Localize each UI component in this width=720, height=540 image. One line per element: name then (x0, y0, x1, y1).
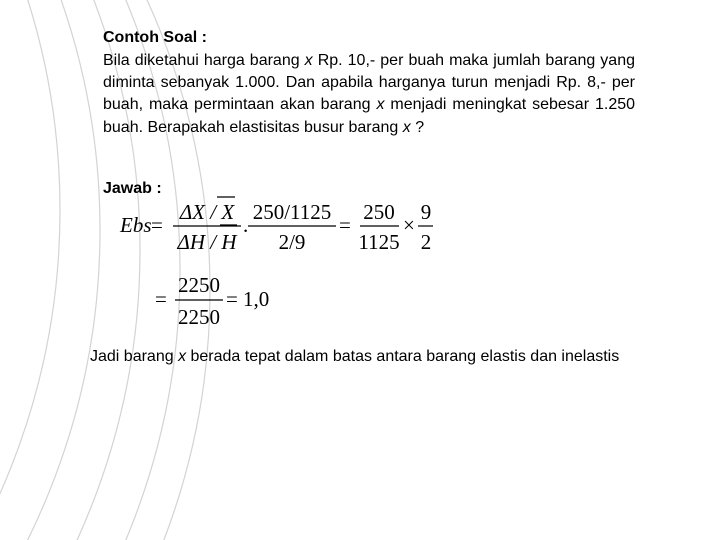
problem-text-part3: menjadi meningkat sebesar 1.250 buah. Berapakah elastisitas busur barang (103, 96, 636, 136)
conclusion-part1: Jadi barang (90, 348, 179, 365)
conclusion-text (90, 346, 650, 367)
variable-x: x (304, 52, 313, 69)
formula-result: 1,0 (243, 287, 270, 311)
conclusion-part2: berada tepat dalam batas antara barang elastis dan inelastis (186, 348, 620, 365)
variable-x: x (178, 348, 187, 365)
svg-text:×: × (403, 213, 415, 237)
formula-frac4-denominator: 2 (420, 230, 432, 254)
svg-text:.: . (243, 213, 249, 237)
problem-heading: Contoh Soal : (103, 29, 207, 46)
problem-text (103, 50, 635, 139)
formula-frac2-denominator: 2/9 (278, 230, 306, 254)
svg-text:=: = (226, 287, 238, 311)
answer-heading: Jawab : (103, 180, 162, 197)
formula-frac4-numerator: 9 (420, 200, 432, 224)
formula-frac5-numerator: 2250 (178, 273, 220, 297)
formula-frac2-numerator: 250/1125 (252, 200, 332, 224)
formula-frac1-numerator: ΔX / X (179, 200, 235, 224)
arc-elasticity-formula (115, 192, 445, 337)
formula-frac5-denominator: 2250 (178, 305, 220, 329)
formula-lhs: Ebs (120, 213, 152, 237)
variable-x: x (402, 118, 411, 136)
variable-x: x (376, 96, 385, 114)
formula-frac3-denominator: 1125 (358, 230, 400, 254)
formula-frac1-denominator: ΔH / H (177, 230, 237, 254)
svg-text:=: = (155, 287, 167, 311)
svg-text:=: = (151, 213, 163, 237)
problem-text-part1: Bila diketahui harga barang (103, 52, 305, 69)
problem-text-part2: Rp. 10,- per buah maka jumlah barang yang diminta sebanyak 1.000. Dan apabila harganya turun menjadi Rp. 8,- per buah, maka permintaan akan barang (103, 52, 635, 114)
formula-frac3-numerator: 250 (363, 200, 395, 224)
svg-text:=: = (339, 213, 351, 237)
problem-text-part4: ? (410, 118, 425, 136)
